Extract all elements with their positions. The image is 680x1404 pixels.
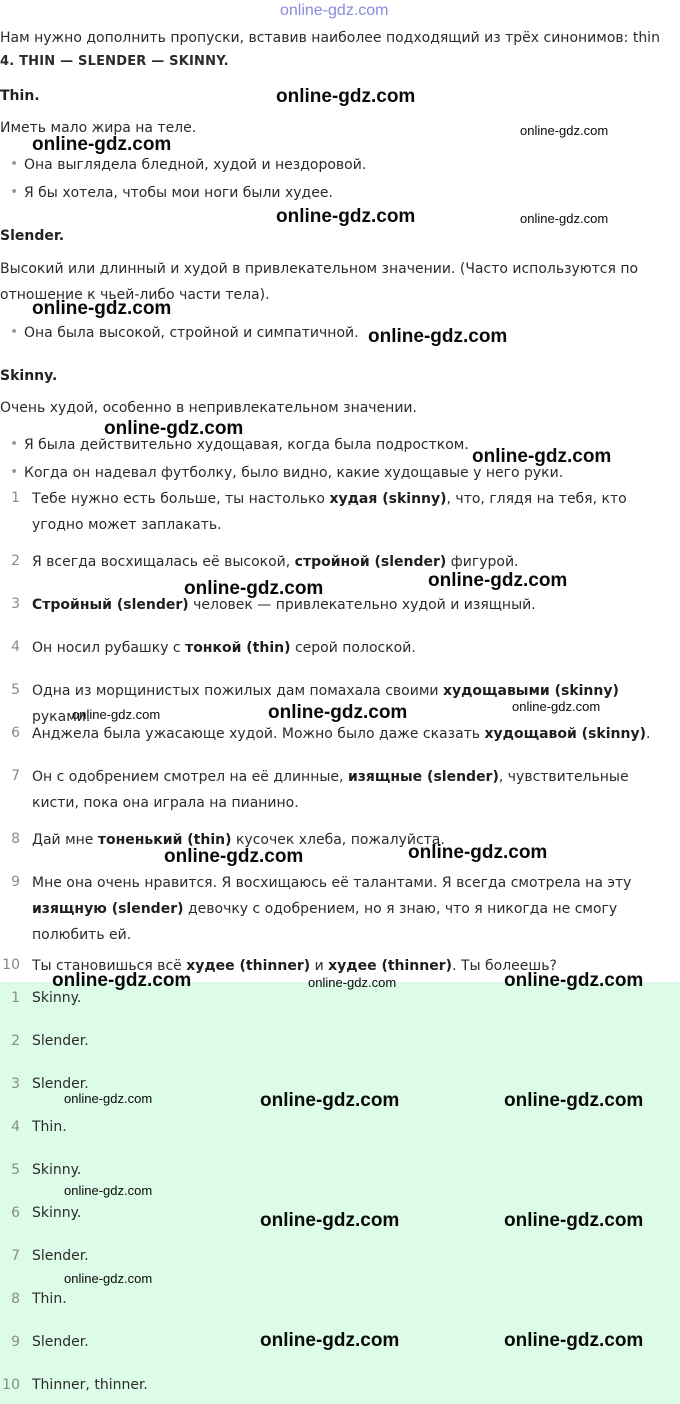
question-fragment: . (645, 726, 651, 742)
slender-heading: Slender. (0, 228, 65, 244)
answer-number: 9 (11, 1334, 20, 1350)
question-text (32, 635, 672, 661)
question-text (32, 486, 672, 538)
answer-number: 8 (11, 1291, 20, 1307)
bullet-icon: • (10, 184, 19, 200)
thin-heading: Thin. (0, 88, 40, 104)
question-fragment: Он носил рубашку с (32, 640, 186, 656)
answer-text: Skinny. (32, 1162, 82, 1178)
answer-highlight: худая (skinny) (329, 491, 447, 507)
watermark-text: online-gdz.com (368, 326, 508, 347)
answer-number: 5 (11, 1162, 20, 1178)
answer-text: Slender. (32, 1248, 89, 1264)
question-text (32, 827, 672, 853)
answer-number: 10 (2, 1377, 20, 1393)
watermark-text: online-gdz.com (504, 1210, 644, 1231)
question-number: 4 (11, 639, 20, 655)
watermark-text: online-gdz.com (32, 134, 172, 155)
watermark-text: online-gdz.com (64, 1183, 153, 1198)
question-fragment: руками. (32, 709, 91, 725)
watermark-text: online-gdz.com (164, 846, 304, 867)
answer-number: 1 (11, 990, 20, 1006)
answer-text: Slender. (32, 1334, 89, 1350)
watermark-text: online-gdz.com (104, 418, 244, 439)
question-fragment: Мне она очень нравится. Я восхищаюсь её талантами. Я всегда смотрела на эту (32, 875, 632, 891)
watermark-text: online-gdz.com (260, 1210, 400, 1231)
answer-highlight: изящную (slender) (32, 901, 184, 917)
bullet-icon: • (10, 156, 19, 172)
question-fragment: Тебе нужно есть больше, ты настолько (32, 491, 330, 507)
skinny-heading: Skinny. (0, 368, 58, 384)
slender-definition: Высокий или длинный и худой в привлекательном значении. (Часто используются по отношение к чьей-либо части тела). (0, 261, 639, 303)
watermark-text: online-gdz.com (428, 570, 568, 591)
question-fragment: и (310, 958, 329, 974)
thin-example-2: Я бы хотела, чтобы мои ноги были худее. (24, 185, 333, 201)
question-text (32, 764, 672, 816)
answer-text: Slender. (32, 1033, 89, 1049)
question-text (32, 592, 672, 618)
watermark-text: online-gdz.com (520, 211, 609, 226)
watermark-text: online-gdz.com (184, 578, 324, 599)
answer-highlight: тонкой (thin) (185, 640, 291, 656)
watermark-text: online-gdz.com (72, 707, 161, 722)
watermark-text: online-gdz.com (276, 206, 416, 227)
question-fragment: , чувствительные кисти, пока она играла на пианино. (32, 769, 629, 811)
question-fragment: Ты становишься всё (32, 958, 187, 974)
answer-text: Slender. (32, 1076, 89, 1092)
question-fragment: серой полоской. (290, 640, 416, 656)
skinny-example-1: Я была действительно худощавая, когда была подростком. (24, 437, 469, 453)
intro-text: Нам нужно дополнить пропуски, вставив наиболее подходящий из трёх синонимов: thin (0, 30, 660, 46)
watermark-text: online-gdz.com (520, 123, 609, 138)
question-number: 9 (11, 874, 20, 890)
question-text (32, 721, 672, 747)
answer-number: 3 (11, 1076, 20, 1092)
answer-number: 7 (11, 1248, 20, 1264)
watermark-text: online-gdz.com (276, 86, 416, 107)
answer-highlight: худощавыми (skinny) (442, 683, 619, 699)
answer-text: Thinner, thinner. (32, 1377, 148, 1393)
question-text (32, 870, 672, 948)
watermark-text: online-gdz.com (64, 1271, 153, 1286)
thin-definition: Иметь мало жира на теле. (0, 120, 197, 136)
watermark-text: online-gdz.com (472, 446, 612, 467)
bullet-icon: • (10, 464, 19, 480)
question-number: 6 (11, 725, 20, 741)
question-fragment: Одна из морщинистых пожилых дам помахала своими (32, 683, 443, 699)
question-fragment: , что, глядя на тебя, кто угодно может заплакать. (32, 491, 627, 533)
answer-highlight: стройной (slender) (294, 554, 447, 570)
question-number: 8 (11, 831, 20, 847)
skinny-definition: Очень худой, особенно в непривлекательном значении. (0, 400, 417, 416)
question-number: 1 (11, 490, 20, 506)
answer-text: Thin. (32, 1119, 67, 1135)
answer-highlight: изящные (slender) (347, 769, 499, 785)
slender-example-1: Она была высокой, стройной и симпатичной. (24, 325, 359, 341)
top-watermark: online-gdz.com (280, 2, 389, 19)
answer-highlight: худощавой (skinny) (484, 726, 646, 742)
answer-text: Skinny. (32, 1205, 82, 1221)
question-fragment: . Ты болеешь? (452, 958, 557, 974)
question-number: 3 (11, 596, 20, 612)
bullet-icon: • (10, 324, 19, 340)
watermark-text: online-gdz.com (260, 1330, 400, 1351)
question-number: 10 (2, 957, 20, 973)
watermark-text: online-gdz.com (504, 1090, 644, 1111)
question-number: 7 (11, 768, 20, 784)
watermark-text: online-gdz.com (504, 970, 644, 991)
answer-text: Thin. (32, 1291, 67, 1307)
skinny-example-2: Когда он надевал футболку, было видно, какие худощавые у него руки. (24, 465, 564, 481)
question-fragment: фигурой. (446, 554, 519, 570)
exercise-title: 4. THIN — SLENDER — SKINNY. (0, 54, 229, 69)
watermark-text: online-gdz.com (268, 702, 408, 723)
answer-highlight: худее (thinner) (328, 958, 453, 974)
watermark-text: online-gdz.com (64, 1091, 153, 1106)
bullet-icon: • (10, 436, 19, 452)
watermark-text: online-gdz.com (52, 970, 192, 991)
answer-number: 2 (11, 1033, 20, 1049)
question-fragment: Я всегда восхищалась её высокой, (32, 554, 295, 570)
question-fragment: Он с одобрением смотрел на её длинные, (32, 769, 348, 785)
watermark-text: online-gdz.com (408, 842, 548, 863)
answer-highlight: Стройный (slender) (32, 597, 189, 613)
thin-example-1: Она выглядела бледной, худой и нездоровой. (24, 157, 367, 173)
watermark-text: online-gdz.com (308, 975, 397, 990)
watermark-text: online-gdz.com (512, 699, 601, 714)
answer-text: Skinny. (32, 990, 82, 1006)
answer-highlight: худее (thinner) (186, 958, 311, 974)
question-text (32, 549, 672, 575)
question-fragment: Дай мне (32, 832, 98, 848)
question-fragment: человек — привлекательно худой и изящный. (188, 597, 536, 613)
question-fragment: девочку с одобрением, но я знаю, что я никогда не смогу полюбить ей. (32, 901, 618, 943)
answer-number: 6 (11, 1205, 20, 1221)
question-number: 2 (11, 553, 20, 569)
watermark-text: online-gdz.com (32, 298, 172, 319)
question-fragment: Анджела была ужасающе худой. Можно было даже сказать (32, 726, 485, 742)
watermark-text: online-gdz.com (504, 1330, 644, 1351)
question-fragment: кусочек хлеба, пожалуйста. (231, 832, 445, 848)
question-number: 5 (11, 682, 20, 698)
answer-highlight: тоненький (thin) (97, 832, 232, 848)
answer-number: 4 (11, 1119, 20, 1135)
watermark-text: online-gdz.com (260, 1090, 400, 1111)
